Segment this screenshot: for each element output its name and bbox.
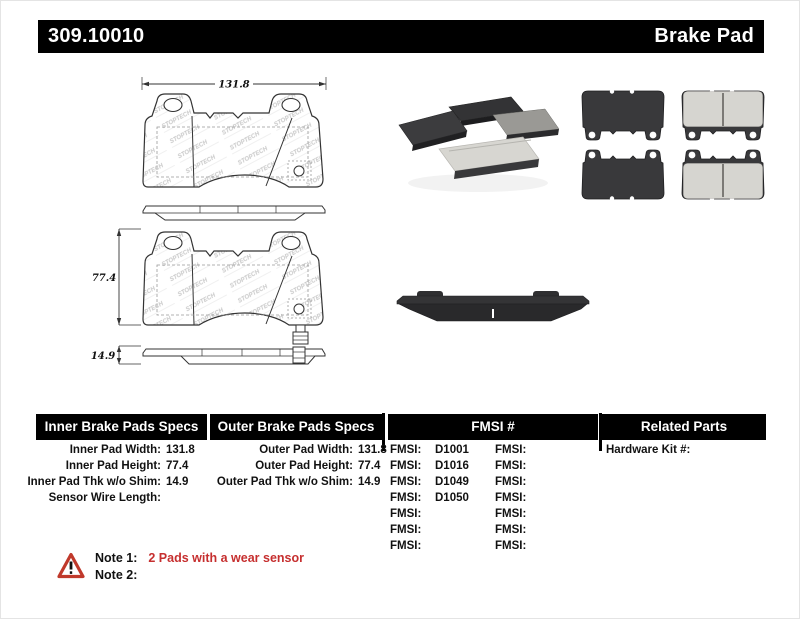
- fmsi-column-2: [495, 442, 540, 554]
- pad-front-view-1: [143, 94, 323, 187]
- spec-row: Inner Pad Thk w/o Shim: 14.9: [27, 476, 189, 488]
- inner-specs-column: [25, 442, 195, 506]
- fmsi-row: FMSI:: [495, 540, 527, 552]
- warning-triangle-icon: [57, 552, 85, 580]
- fmsi-row: FMSI:: [495, 460, 527, 472]
- dim-height-label: 77.4: [91, 273, 117, 284]
- technical-drawing: [89, 63, 339, 373]
- related-parts-column: [606, 442, 695, 458]
- product-photo-perspective: [393, 85, 565, 205]
- pad-side-view-1: [143, 206, 325, 220]
- note-2: [95, 567, 304, 584]
- title-bar: [38, 20, 764, 53]
- note-1-label: Note 1:: [95, 551, 138, 565]
- note-1-text: 2 Pads with a wear sensor: [148, 551, 304, 565]
- dimension-height: [92, 229, 141, 325]
- product-photo-flat-lay: [577, 85, 769, 205]
- fmsi-row: FMSI:: [390, 540, 422, 552]
- fmsi-row: FMSI:: [495, 444, 527, 456]
- note-1: [95, 550, 304, 567]
- fmsi-row: FMSI: D1016: [390, 460, 469, 472]
- outer-specs-column: [201, 442, 387, 490]
- spec-row: Outer Pad Width: 131.8: [259, 444, 387, 456]
- fmsi-row: FMSI:: [495, 524, 527, 536]
- fmsi-row: FMSI: D1049: [390, 476, 469, 488]
- fmsi-row: FMSI:: [495, 476, 527, 488]
- outer-specs-header: Outer Brake Pads Specs: [210, 414, 382, 440]
- dim-width-label: 131.8: [218, 79, 250, 91]
- pad-side-view-2: [143, 347, 325, 364]
- notes-block: [95, 550, 304, 584]
- spec-row: Inner Pad Width: 131.8: [69, 444, 195, 456]
- dimension-width: [142, 77, 326, 91]
- fmsi-row: FMSI:: [495, 492, 527, 504]
- dim-thickness-label: 14.9: [90, 351, 116, 362]
- pad-front-view-2: [143, 232, 323, 344]
- spec-row: Outer Pad Height: 77.4: [255, 460, 381, 472]
- related-parts-header: Related Parts: [602, 414, 766, 440]
- related-row: Hardware Kit #:: [606, 444, 691, 456]
- fmsi-column-1: [390, 442, 469, 554]
- product-photo-edge-view: [393, 285, 593, 335]
- dimension-thickness: [91, 346, 141, 364]
- fmsi-row: FMSI:: [390, 508, 422, 520]
- spec-row: Outer Pad Thk w/o Shim: 14.9: [216, 476, 381, 488]
- spec-row: Inner Pad Height: 77.4: [65, 460, 189, 472]
- wear-sensor-side: [293, 347, 305, 363]
- column-divider: [599, 413, 602, 451]
- spec-row: Sensor Wire Length:: [48, 492, 161, 504]
- product-type-label: Brake Pad: [654, 25, 754, 47]
- wear-sensor: [293, 332, 308, 344]
- fmsi-header: FMSI #: [388, 414, 598, 440]
- fmsi-row: FMSI:: [390, 524, 422, 536]
- part-number: 309.10010: [48, 25, 145, 47]
- fmsi-row: FMSI:: [495, 508, 527, 520]
- note-2-label: Note 2:: [95, 568, 138, 582]
- inner-specs-header: Inner Brake Pads Specs: [36, 414, 207, 440]
- fmsi-row: FMSI: D1001: [390, 444, 469, 456]
- fmsi-row: FMSI: D1050: [390, 492, 469, 504]
